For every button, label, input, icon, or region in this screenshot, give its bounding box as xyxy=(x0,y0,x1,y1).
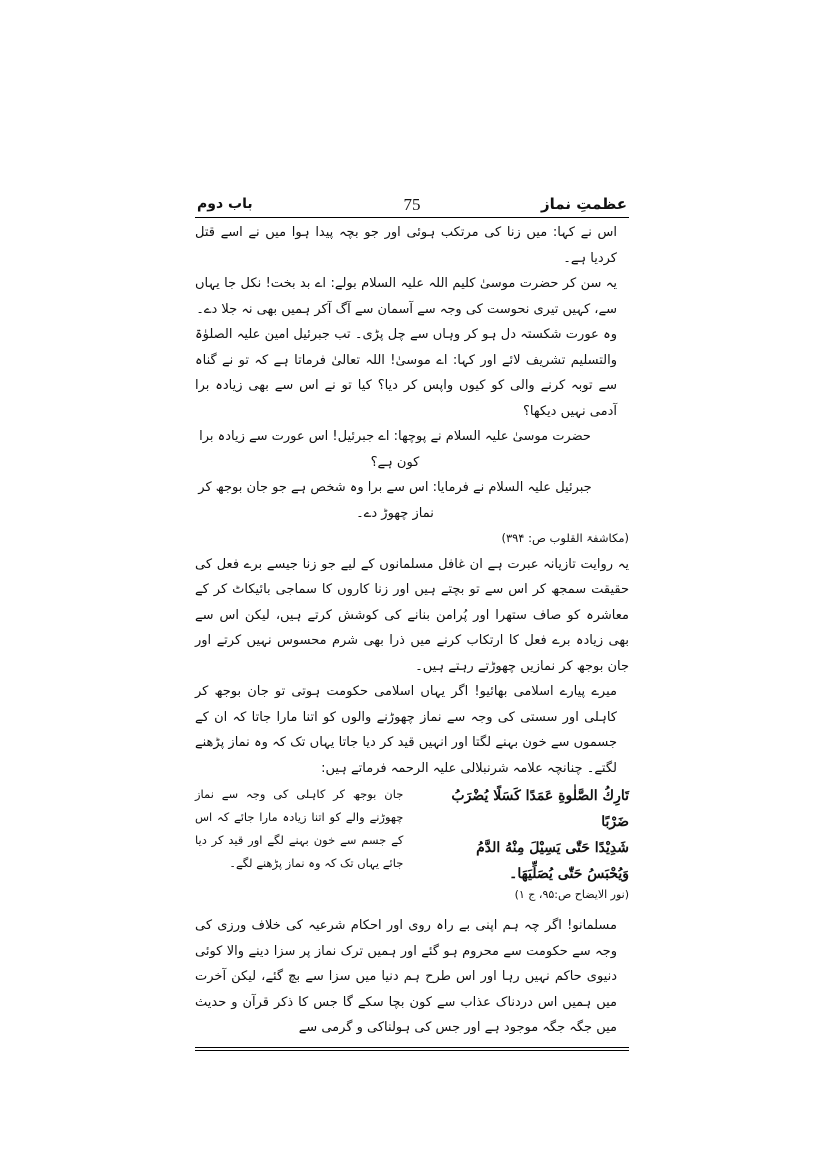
verse-translation: جان بوجھ کر کاہلی کی وجہ سے نماز چھوڑنے والے کو اتنا زیادہ مارا جائے کہ اس کے جسم سے خون بہنے لگے اور قید کر دیا جائے یہاں تک کہ وہ نماز پڑھنے لگے۔ xyxy=(195,787,404,870)
footer-rule xyxy=(195,1047,629,1051)
dialogue-line: حضرت موسیٰ علیہ السلام نے پوچھا: اے جبرئیل! اس عورت سے زیادہ برا کون ہے؟ xyxy=(199,429,591,470)
verse-block xyxy=(195,783,629,903)
paragraph: وہ عورت شکستہ دل ہو کر وہاں سے چل پڑی۔ تب جبرئیل امین علیہ الصلوٰۃ والتسلیم تشریف لائے اور کہا: اے موسیٰ! اللہ تعالیٰ فرماتا ہے کہ تو نے گناہ سے توبہ کرنے والی کو کیوں واپس کر دیا؟ کیا تو نے اس سے بھی زیادہ برا آدمی نہیں دیکھا؟ xyxy=(195,327,617,419)
chapter-label: باب دوم xyxy=(197,196,253,212)
arabic-line: شَدِيْدًا حَتّٰى يَسِيْلَ مِنْهُ الدَّمُ xyxy=(476,840,629,856)
arabic-line: تَارِكُ الصَّلٰوةِ عَمَدًا كَسَلًا يُضْرَبُ ضَرْبًا xyxy=(451,788,629,830)
reference: (مکاشفۃ القلوب ص: ۳۹۴) xyxy=(501,531,629,545)
paragraph: اس نے کہا: میں زنا کی مرتکب ہوئی اور جو بچہ پیدا ہوا میں نے اسے قتل کردیا ہے۔ xyxy=(195,225,617,266)
paragraph: یہ سن کر حضرت موسیٰ کلیم اللہ علیہ السلام بولے: اے بد بخت! نکل جا یہاں سے، کہیں تیری نحوست کی وجہ سے آسمان سے آگ آکر ہمیں بھی نہ جلا دے۔ xyxy=(195,276,617,317)
dialogue-line: جبرئیل علیہ السلام نے فرمایا: اس سے برا وہ شخص ہے جو جان بوجھ کر نماز چھوڑ دے۔ xyxy=(198,480,592,521)
arabic-verse xyxy=(421,783,629,903)
paragraph: میرے پیارے اسلامی بھائیو! اگر یہاں اسلامی حکومت ہوتی تو جان بوجھ کر کاہلی اور سستی کی وجہ سے نماز چھوڑنے والوں کو اتنا مارا جاتا کہ ان کے جسموں سے خون بہنے لگتا اور انہیں قید کر دیا جاتا یہاں تک کہ وہ نماز پڑھنے لگتے۔ چنانچہ علامہ شرنبلالی علیہ الرحمہ فرماتے ہیں: xyxy=(195,684,617,776)
header-rule xyxy=(195,217,629,218)
book-title: عظمتِ نماز xyxy=(541,195,627,213)
page-body xyxy=(195,220,629,1041)
page-header xyxy=(195,195,629,217)
paragraph: یہ روایت تازیانہ عبرت ہے ان غافل مسلمانوں کے لیے جو زنا جیسے برے فعل کی حقیقت سمجھ کر اس سے تو بچتے ہیں اور زنا کاروں کا سماجی بائیکاٹ کر کے معاشرہ کو صاف ستھرا اور پُرامن بنانے کی کوشش کرتے ہیں، لیکن اس سے بھی زیادہ برے فعل کا ارتکاب کرنے میں ذرا بھی شرم محسوس نہیں کرتے اور جان بوجھ کر نمازیں چھوڑتے رہتے ہیں۔ xyxy=(195,556,629,674)
arabic-line: وَيُحْبَسُ حَتّٰى يُصَلِّيَهَا۔ xyxy=(509,866,629,882)
arabic-reference: (نور الایضاح ص:۹۵، ج ۱) xyxy=(514,888,629,901)
paragraph: مسلمانو! اگر چہ ہم اپنی بے راہ روی اور احکام شرعیہ کی خلاف ورزی کی وجہ سے حکومت سے محروم ہو گئے اور ہمیں ترک نماز پر سزا دینے والا کوئی دنیوی حاکم نہیں رہا اور اس طرح ہم دنیا میں سزا سے بچ گئے، لیکن آخرت میں ہمیں اس دردناک عذاب سے کون بچا سکے گا جس کا ذکر قرآن و حدیث میں جگہ جگہ موجود ہے اور جس کی ہولناکی و گرمی سے xyxy=(195,918,617,1035)
book-page xyxy=(195,195,629,1051)
page-number: 75 xyxy=(403,195,421,214)
